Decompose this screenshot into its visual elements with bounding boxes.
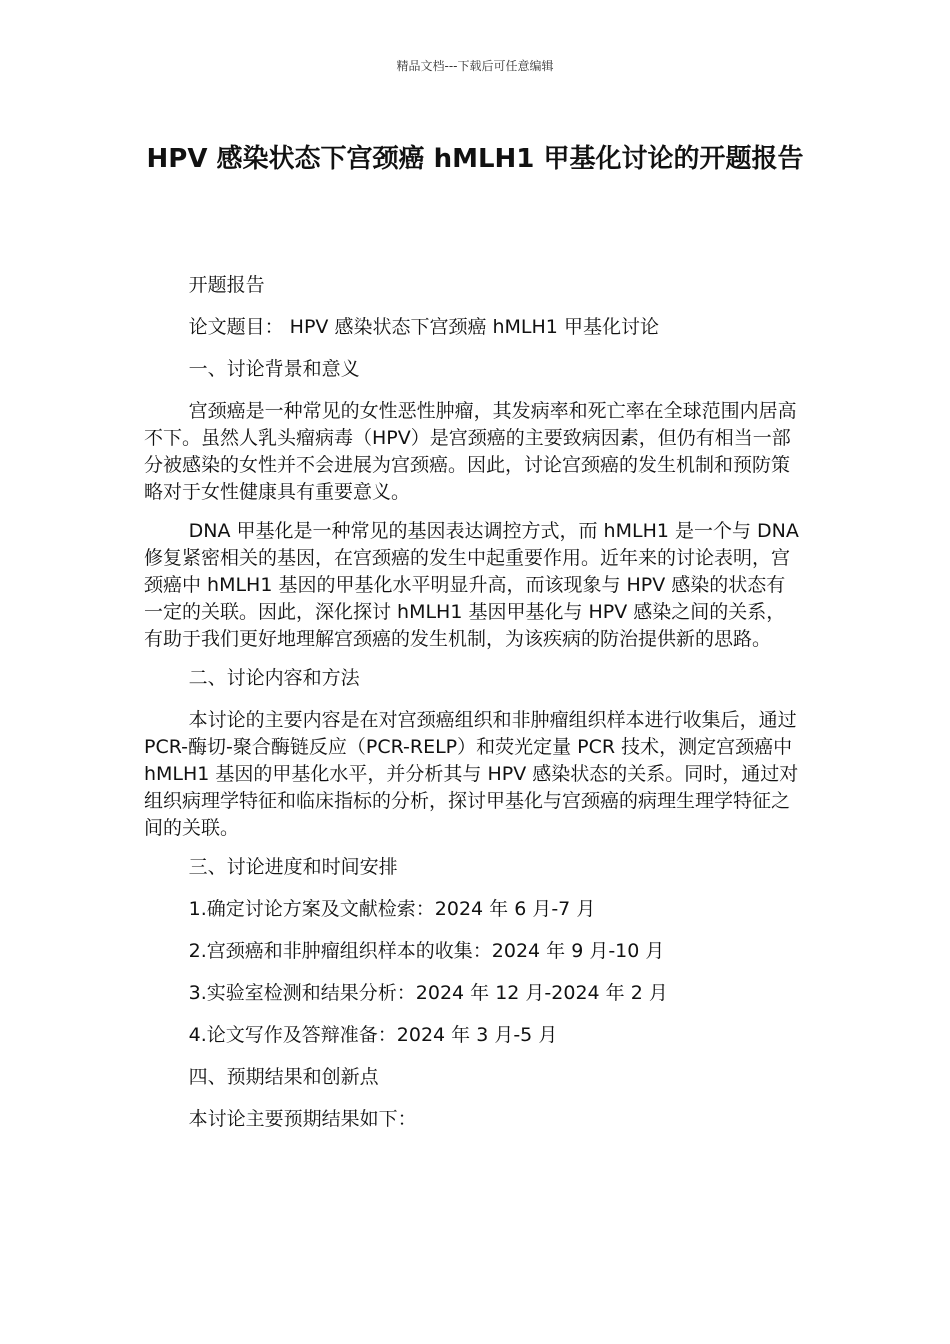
schedule-item-4: 4.论文写作及答辩准备：2024 年 3 月-5 月	[188, 1024, 558, 1046]
paragraph-background: 宫颈癌是一种常见的女性恶性肿瘤，其发病率和死亡率在全球范围内居高不下。虽然人乳头瘤病毒（HPV）是宫颈癌的主要致病因素，但仍有相当一部分被感染的女性并不会进展为宫颈癌。因此，讨论宫颈癌的发生机制和预防策略对于女性健康具有重要意义。	[144, 400, 797, 503]
section-heading-expected-results: 四、预期结果和创新点	[188, 1066, 379, 1088]
schedule-item-3: 3.实验室检测和结果分析：2024 年 12 月-2024 年 2 月	[188, 982, 668, 1004]
schedule-item-2: 2.宫颈癌和非肿瘤组织样本的收集：2024 年 9 月-10 月	[188, 940, 665, 962]
document-title: HPV 感染状态下宫颈癌 hMLH1 甲基化讨论的开题报告	[146, 144, 804, 174]
paragraph-expected-results-intro: 本讨论主要预期结果如下：	[188, 1108, 417, 1130]
section-heading-background: 一、讨论背景和意义	[188, 358, 360, 380]
paragraph-content-methods: 本讨论的主要内容是在对宫颈癌组织和非肿瘤组织样本进行收集后，通过 PCR-酶切-聚合酶链反应（PCR-RELP）和荧光定量 PCR 技术，测定宫颈癌中 hMLH1 基因的甲基化水平，并分析其与 HPV 感染状态的关系。同时，通过对组织病理学特征和临床指标的分析，探讨甲基化与宫颈癌的病理生理学特征之间的关联。	[144, 709, 799, 839]
paragraph-thesis-title: 论文题目： HPV 感染状态下宫颈癌 hMLH1 甲基化讨论	[188, 316, 659, 338]
schedule-item-1: 1.确定讨论方案及文献检索：2024 年 6 月-7 月	[188, 898, 596, 920]
section-heading-content-methods: 二、讨论内容和方法	[188, 667, 360, 689]
paragraph-label-proposal: 开题报告	[188, 274, 265, 296]
paragraph-dna-methylation: DNA 甲基化是一种常见的基因表达调控方式，而 hMLH1 是一个与 DNA 修复紧密相关的基因，在宫颈癌的发生中起重要作用。近年来的讨论表明，宫颈癌中 hMLH1 基因的甲基化水平明显升高，而该现象与 HPV 感染的状态有一定的关联。因此，深化探讨 hMLH1 基因甲基化与 HPV 感染之间的关系，有助于我们更好地理解宫颈癌的发生机制，为该疾病的防治提供新的思路。	[144, 520, 799, 650]
document-body	[144, 272, 802, 1148]
page-header-note: 精品文档---下载后可任意编辑	[396, 59, 554, 73]
section-heading-schedule: 三、讨论进度和时间安排	[188, 856, 398, 878]
